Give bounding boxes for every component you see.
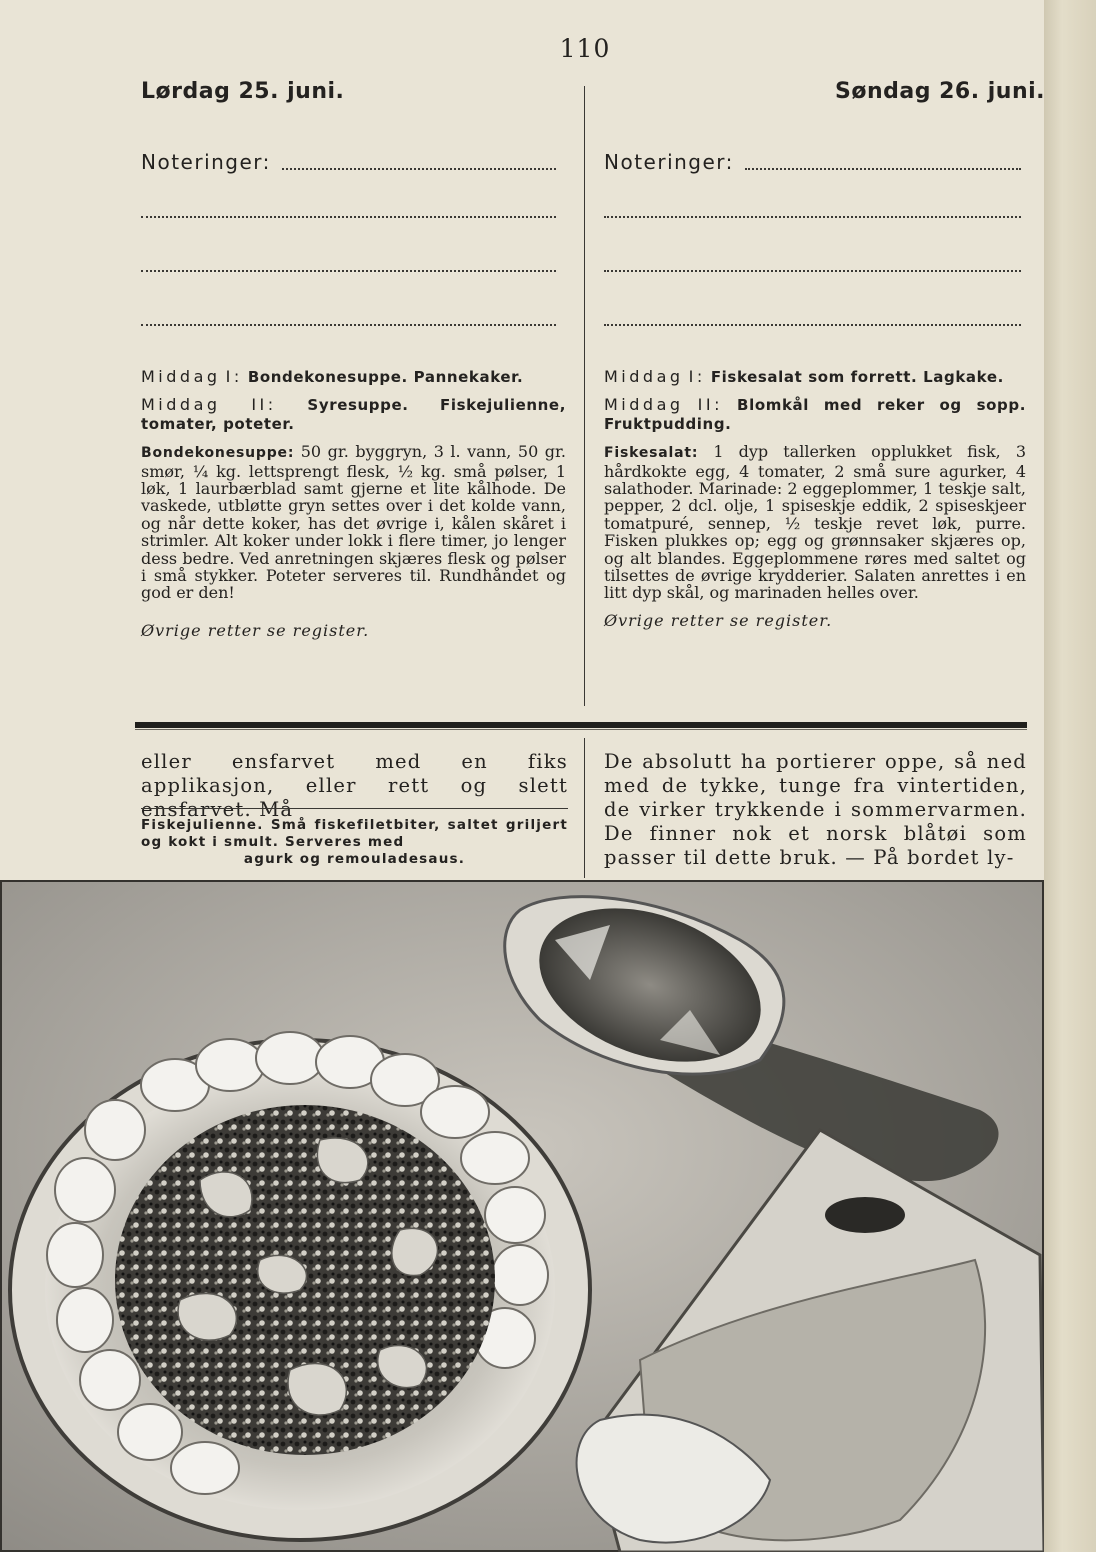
dinner-number: I: bbox=[225, 367, 243, 386]
date-saturday: Lørdag 25. juni. bbox=[141, 79, 345, 104]
section-rule bbox=[135, 722, 1027, 728]
dinner-number: II: bbox=[697, 395, 723, 415]
recipe bbox=[141, 443, 566, 602]
page-edge bbox=[1044, 0, 1096, 1552]
caption-rule bbox=[141, 808, 568, 809]
dinner-dishes: Bondekonesuppe. Pannekaker. bbox=[247, 368, 524, 386]
notes-line bbox=[604, 324, 1021, 326]
register-note: Øvrige retter se register. bbox=[141, 620, 370, 640]
dinner-2 bbox=[604, 396, 1026, 433]
parsley-garnish bbox=[825, 1197, 905, 1233]
menu-column-sunday bbox=[604, 368, 1026, 639]
food-photo bbox=[0, 880, 1044, 1552]
menu-column-saturday bbox=[141, 368, 566, 649]
recipe bbox=[604, 443, 1026, 602]
dinner-dishes: Fiskesalat som forrett. Lagkake. bbox=[710, 368, 1004, 386]
dinner-label: Middag bbox=[141, 395, 221, 415]
dinner-number: II: bbox=[251, 395, 277, 415]
notes-line bbox=[282, 168, 556, 170]
recipe-title: Bondekonesuppe: bbox=[141, 445, 295, 462]
dinner-1 bbox=[141, 368, 566, 386]
date-sunday: Søndag 26. juni. bbox=[835, 79, 1046, 104]
section-rule-thin bbox=[135, 729, 1027, 730]
register-note: Øvrige retter se register. bbox=[604, 610, 833, 630]
dinner-label: Middag bbox=[141, 367, 221, 386]
story-column-divider bbox=[584, 738, 585, 878]
dinner-label: Middag bbox=[604, 395, 684, 415]
notes-line bbox=[604, 216, 1021, 218]
notes-line bbox=[141, 270, 556, 272]
dinner-dishes: Syresuppe. Fiskejulienne, tomater, poteter. bbox=[141, 396, 566, 433]
notes-line bbox=[745, 168, 1021, 170]
column-divider bbox=[584, 86, 585, 706]
caption-text-end: agurk og remouladesaus. bbox=[243, 851, 466, 867]
dinner-1 bbox=[604, 368, 1026, 386]
notes-line bbox=[141, 324, 556, 326]
notes-label-right: Noteringer: bbox=[604, 150, 734, 174]
recipe-text: 1 dyp tallerken opplukket fisk, 3 hårdkokte egg, 4 tomater, 2 små sure agurker, 4 salathoder. Marinade: 2 eggeplommer, 1 teskje salt, pepper, 2 dcl. olje, 1 spiseskje eddik, 2 spiseskjeer tomatpuré, sennep, ½ teskje revet løk, purre. Fisken plukkes op; egg og grønnsaker skjæres op, og alt blandes. Eggeplommene røres med saltet og tilsettes de øvrige krydderier. Salaten anrettes i en litt dyp skål, og marinaden helles over. bbox=[604, 442, 1027, 603]
photo-caption bbox=[141, 817, 568, 868]
story-text-left: eller ensfarvet med en fiks applikasjon, eller rett og slett ensfarvet. Må bbox=[141, 750, 568, 821]
story-text-right: De absolutt ha portierer oppe, så ned med de tykke, tunge fra vintertiden, de virker trykkende i sommervarmen. De finner nok et norsk blåtøi som passer til dette bruk. — På bordet ly- bbox=[604, 750, 1027, 869]
page-number: 110 bbox=[559, 34, 611, 63]
caption-title: Fiskejulienne. bbox=[141, 817, 264, 833]
recipe-text: 50 gr. byggryn, 3 l. vann, 50 gr. smør, ¼ kg. lettsprengt flesk, ½ kg. små pølser, 1 løk, 1 laurbærblad samt gjerne et lite kålhode. De vaskede, utbløtte gryn settes over i det kolde vann, og når dette koker, has det øvrige i, kålen skåret i strimler. Alt koker under lokk i flere timer, jo lenger dess bedre. Ved anretningen skjæres flesk og pølser i små stykker. Poteter serveres til. Rundhåndet og god er den! bbox=[141, 442, 566, 603]
dinner-dishes: Blomkål med reker og sopp. Fruktpudding. bbox=[604, 396, 1026, 433]
notes-line bbox=[604, 270, 1021, 272]
caption-text: Små fiskefiletbiter, saltet griljert og kokt i smult. Serveres med bbox=[141, 817, 568, 850]
dinner-2 bbox=[141, 396, 566, 433]
notes-label-left: Noteringer: bbox=[141, 150, 271, 174]
notes-line bbox=[141, 216, 556, 218]
dinner-number: I: bbox=[688, 367, 706, 386]
dinner-label: Middag bbox=[604, 367, 684, 386]
recipe-title: Fiskesalat: bbox=[604, 445, 699, 462]
